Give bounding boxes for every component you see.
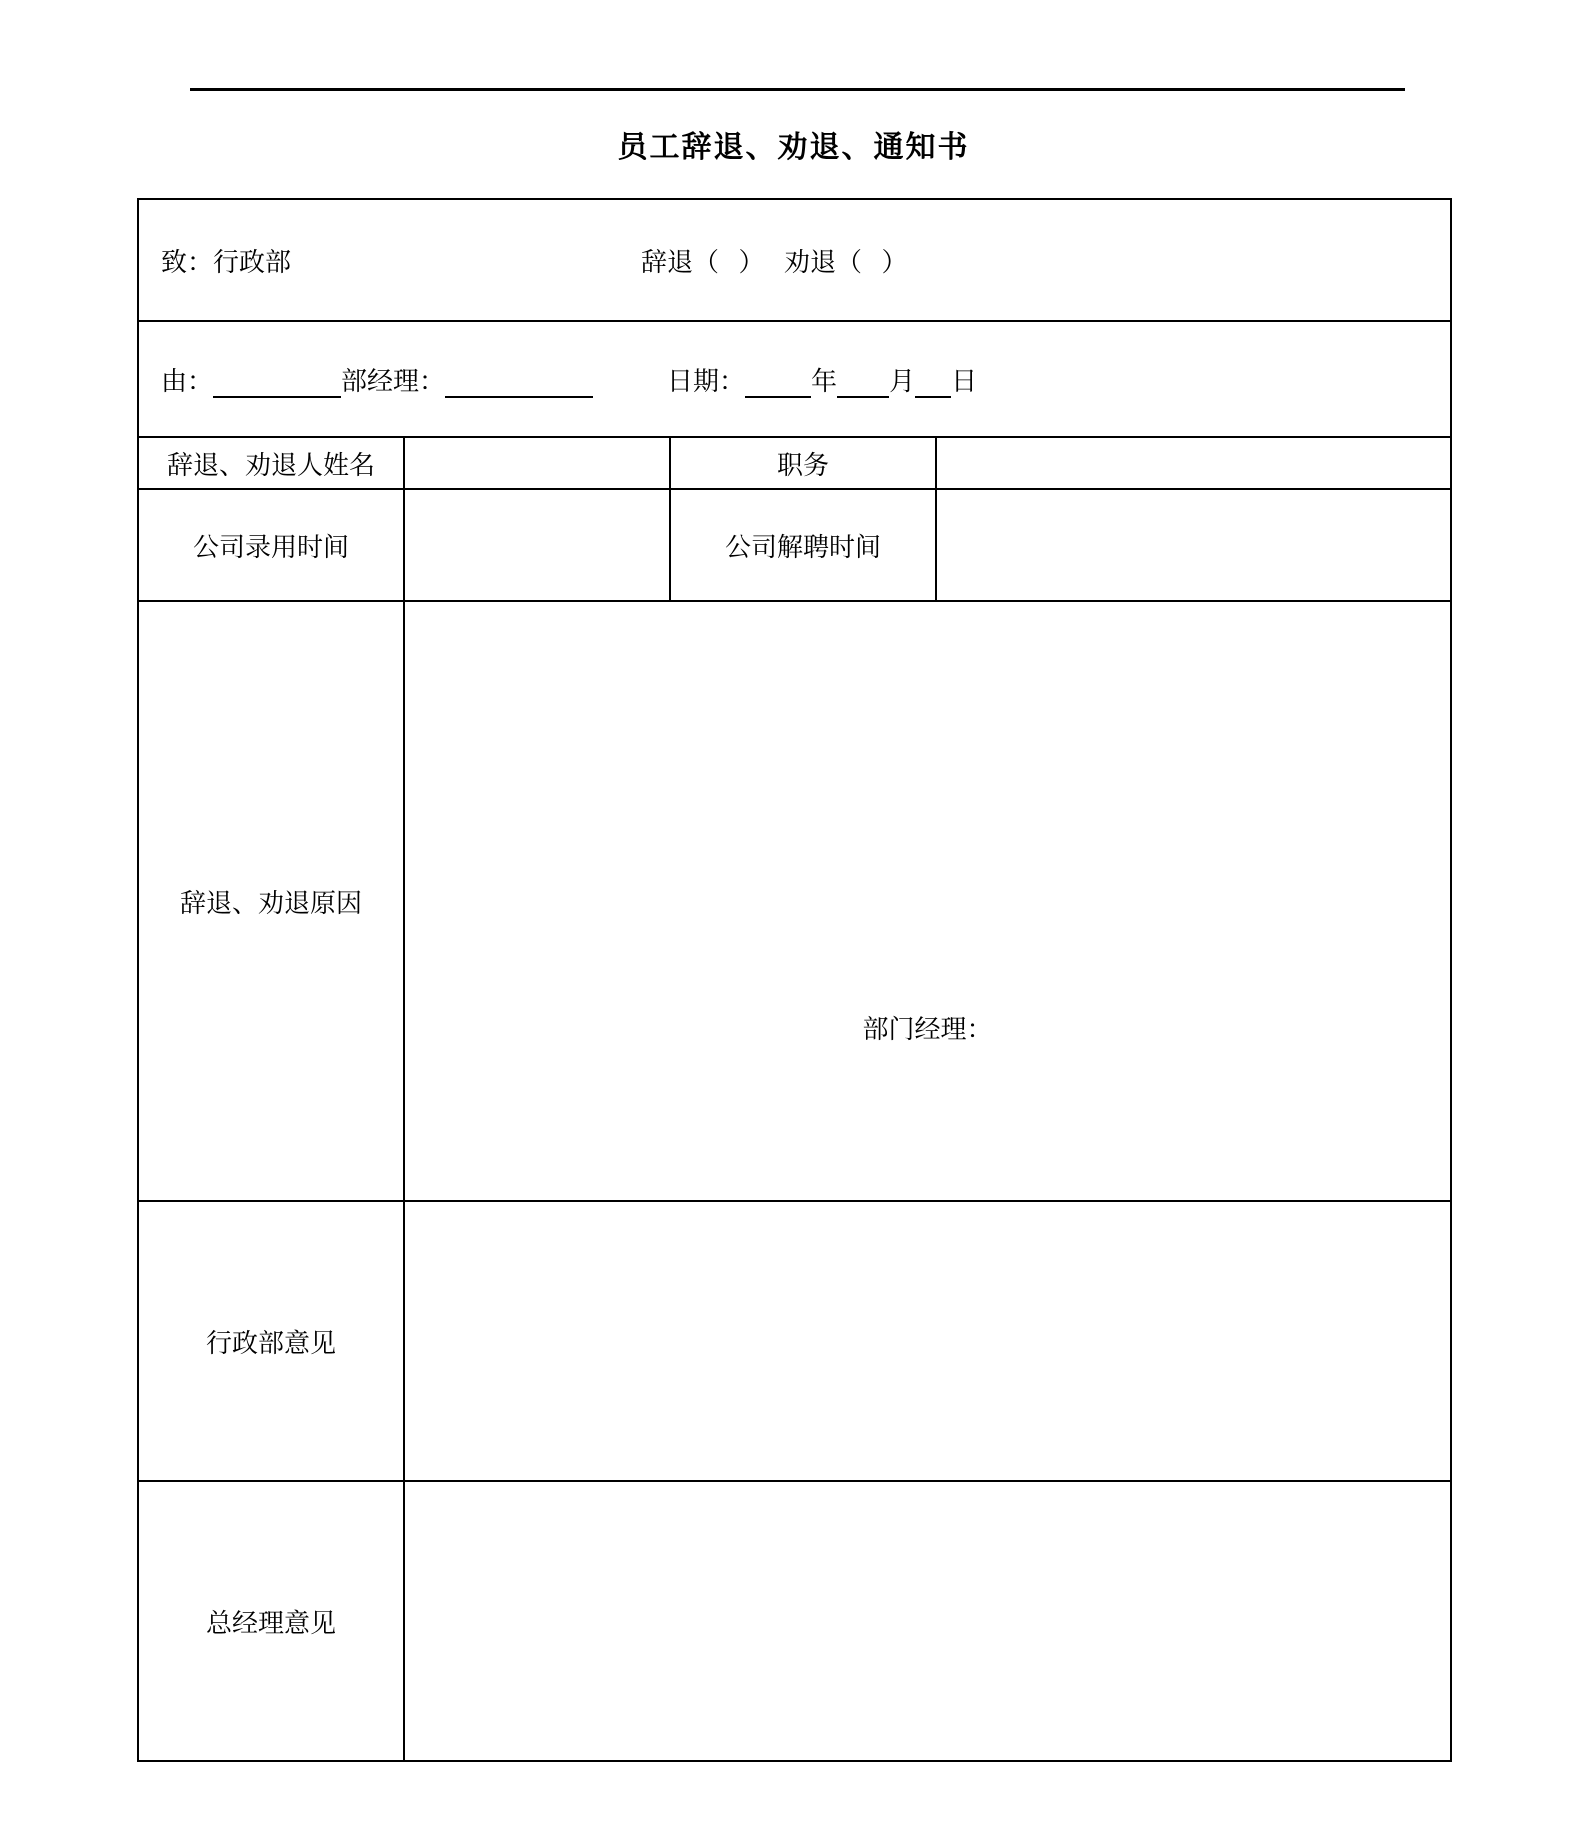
date-month-input[interactable] [837,370,889,398]
termination-options: 辞退（ ） 劝退（ ） [641,247,908,277]
label-admin-opinion: 行政部意见 [138,1201,404,1481]
value-termination-date[interactable] [936,489,1451,601]
table-row-admin-opinion [138,1201,1451,1481]
label-person-name: 辞退、劝退人姓名 [138,437,404,489]
value-hire-date[interactable] [404,489,670,601]
value-admin-opinion[interactable] [404,1201,1451,1481]
year-unit: 年 [811,366,838,396]
department-manager-signature: 部门经理： [862,1014,993,1044]
addressee-cell [138,199,1451,321]
label-reason: 辞退、劝退原因 [138,601,404,1201]
termination-notice-table [137,198,1452,1762]
label-termination-date: 公司解聘时间 [670,489,936,601]
manager-name-input[interactable] [445,370,593,398]
table-row-reason [138,601,1451,1201]
submitter-cell [138,321,1451,437]
label-gm-opinion: 总经理意见 [138,1481,404,1761]
value-reason[interactable] [404,601,1451,1201]
department-input[interactable] [213,370,341,398]
day-unit: 日 [951,366,978,396]
label-position: 职务 [670,437,936,489]
date-year-input[interactable] [745,370,811,398]
value-gm-opinion[interactable] [404,1481,1451,1761]
submitter-prefix: 由： [161,366,214,396]
header-rule [190,88,1405,91]
date-day-input[interactable] [915,370,951,398]
table-row-submitter [138,321,1451,437]
month-unit: 月 [889,366,916,396]
value-position[interactable] [936,437,1451,489]
value-person-name[interactable] [404,437,670,489]
table-row-dates [138,489,1451,601]
table-row-person [138,437,1451,489]
label-hire-date: 公司录用时间 [138,489,404,601]
table-row-gm-opinion [138,1481,1451,1761]
department-manager-label: 部经理： [341,366,446,396]
table-row-addressee [138,199,1451,321]
date-label: 日期： [667,366,746,396]
addressee-text: 致：行政部 [161,247,292,277]
page-title: 员工辞退、劝退、通知书 [617,131,970,164]
